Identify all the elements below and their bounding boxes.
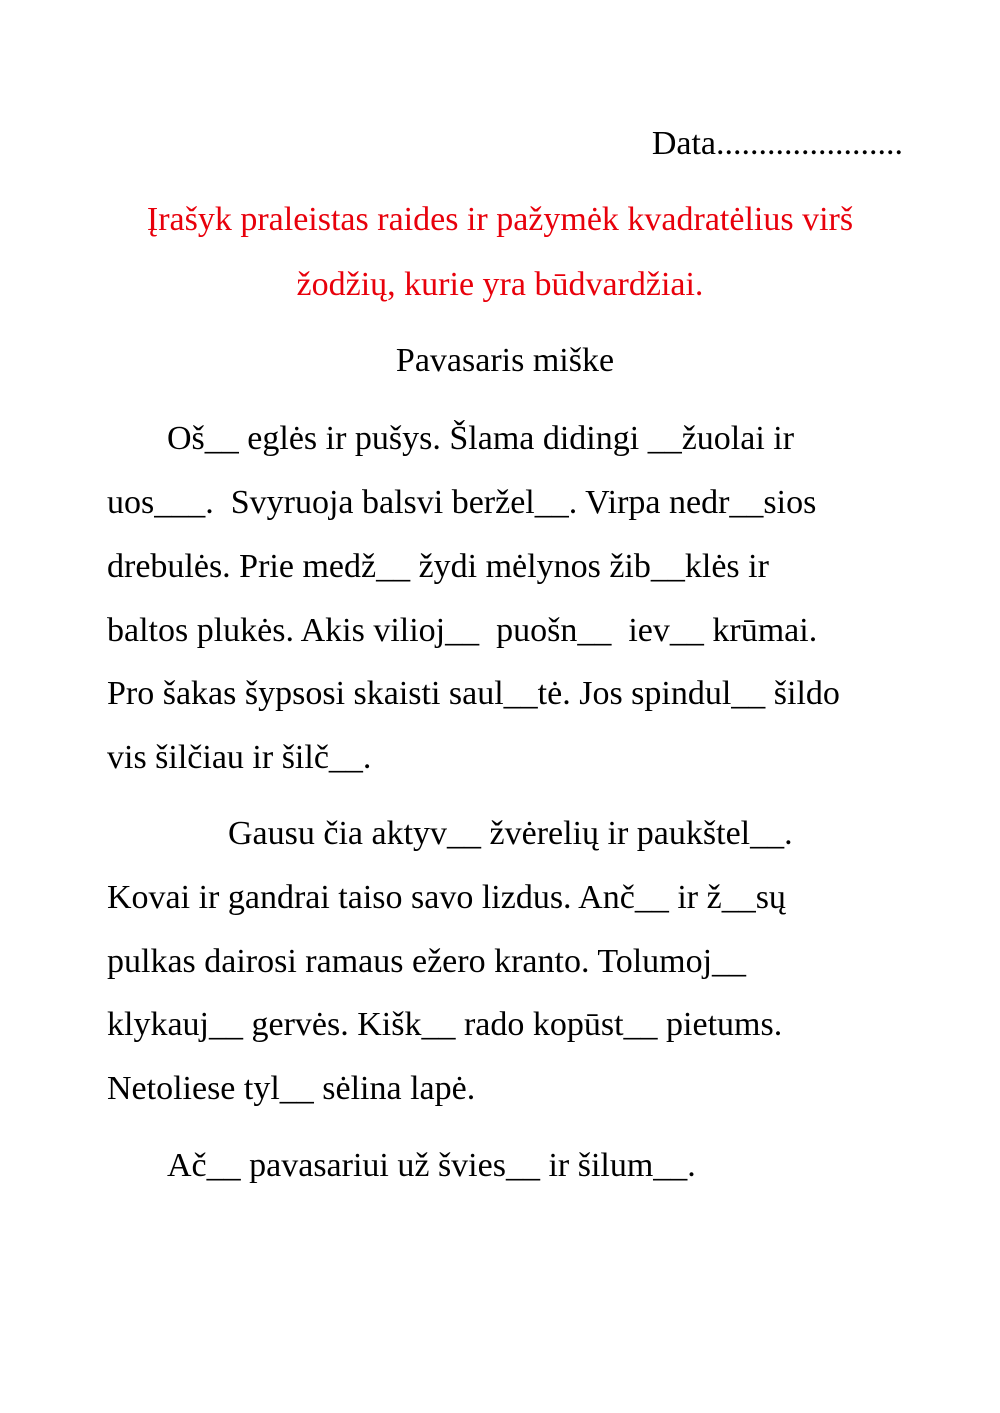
instruction-line-2: žodžių, kurie yra būdvardžiai.	[296, 266, 704, 303]
text-line: Kovai ir gandrai taiso savo lizdus. Anč__ ir ž__sų	[107, 879, 786, 916]
text-line: Netoliese tyl__ sėlina lapė.	[107, 1070, 476, 1107]
text-line: Pro šakas šypsosi skaisti saul__tė. Jos spindul__ šildo	[107, 675, 840, 712]
text-line: pulkas dairosi ramaus ežero kranto. Tolumoj__	[107, 943, 747, 980]
page-title: Pavasaris miške	[395, 342, 615, 379]
text-line: uos___. Svyruoja balsvi beržel__. Virpa nedr__sios	[107, 484, 817, 521]
text-line: baltos plukės. Akis vilioj__ puošn__ iev__ krūmai.	[107, 612, 818, 649]
instruction-line-1: Įrašyk praleistas raides ir pažymėk kvadratėlius virš	[146, 201, 854, 238]
text-line: Oš__ eglės ir pušys. Šlama didingi __žuolai ir	[167, 420, 795, 457]
text-line: Gausu čia aktyv__ žvėrelių ir paukštel__.	[228, 815, 793, 852]
text-line: klykauj__ gervės. Kišk__ rado kopūst__ pietums.	[107, 1006, 783, 1043]
text-line: vis šilčiau ir šilč__.	[107, 739, 372, 776]
text-line: Ač__ pavasariui už švies__ ir šilum__.	[167, 1147, 696, 1184]
text-line: drebulės. Prie medž__ žydi mėlynos žib__klės ir	[107, 548, 769, 585]
date-label: Data......................	[651, 125, 903, 162]
